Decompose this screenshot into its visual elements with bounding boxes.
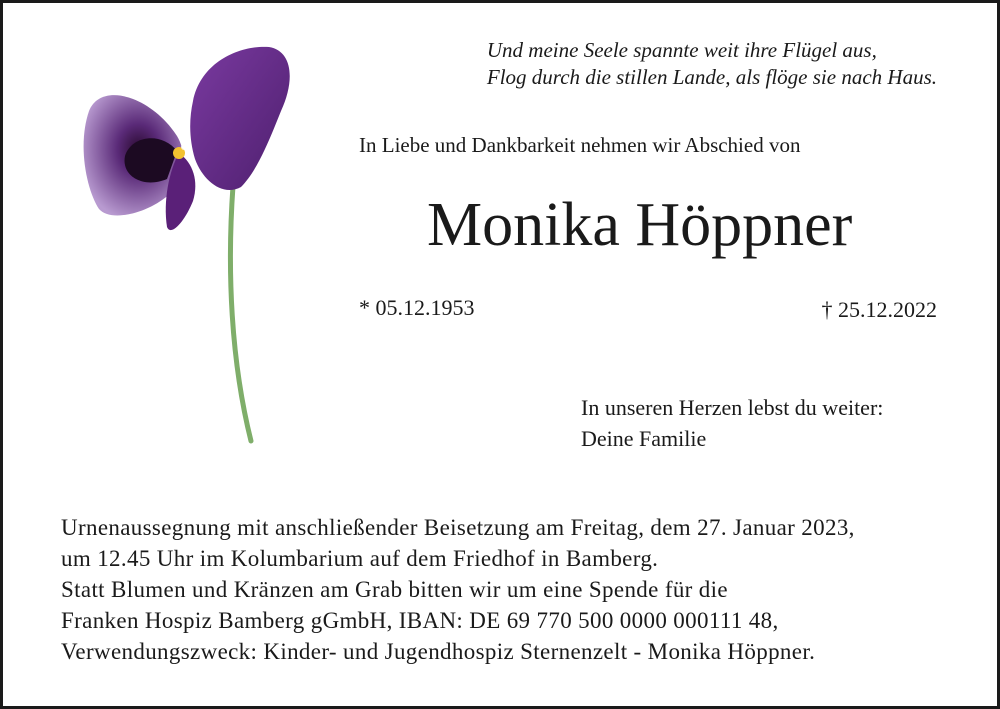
family-closing <box>581 392 883 454</box>
notice-line: Franken Hospiz Bamberg gGmbH, IBAN: DE 69 770 500 0000 000111 48, <box>61 608 779 633</box>
notice-line: um 12.45 Uhr im Kolumbarium auf dem Friedhof in Bamberg. <box>61 546 659 571</box>
violet-flower-icon <box>81 41 301 451</box>
poem-quote <box>487 37 937 91</box>
notice-line: Urnenaussegnung mit anschließender Beisetzung am Freitag, dem 27. Januar 2023, <box>61 515 855 540</box>
poem-line: Flog durch die stillen Lande, als flöge sie nach Haus. <box>486 65 937 89</box>
intro-text: In Liebe und Dankbarkeit nehmen wir Abschied von <box>359 133 801 157</box>
notice-line: Verwendungszweck: Kinder- und Jugendhospiz Sternenzelt - Monika Höppner. <box>61 639 816 664</box>
death-date: † 25.12.2022 <box>821 297 937 322</box>
closing-line: Deine Familie <box>581 426 707 451</box>
closing-line: In unseren Herzen lebst du weiter: <box>581 395 884 420</box>
funeral-notice <box>61 512 855 667</box>
birth-date: * 05.12.1953 <box>359 295 475 320</box>
poem-line: Und meine Seele spannte weit ihre Flügel aus, <box>486 38 877 62</box>
notice-line: Statt Blumen und Kränzen am Grab bitten wir um eine Spende für die <box>61 577 728 602</box>
deceased-name: Monika Höppner <box>427 191 853 259</box>
